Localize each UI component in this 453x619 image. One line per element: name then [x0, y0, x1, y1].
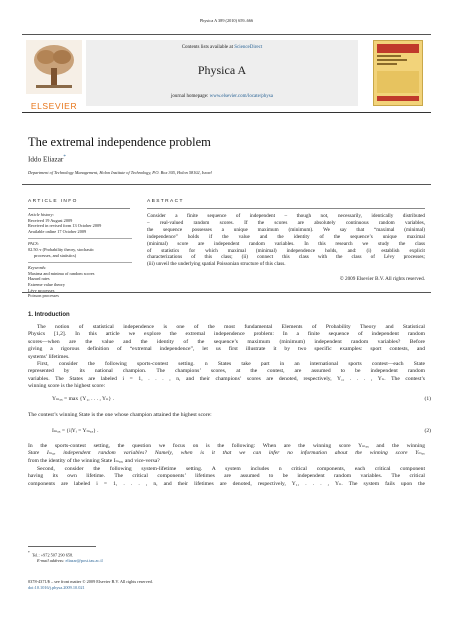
text-line: having its own lifetime. The critical components’ lifetimes are assumed to be independent random variables. The critical: [28, 473, 425, 480]
author-footnote-mark[interactable]: *: [63, 155, 66, 160]
keyword: Extreme value theory: [28, 281, 65, 287]
keyword: Lévy processes: [28, 287, 55, 293]
text-line: In the sports-contest setting, the question we focus on is the following: When are the winning score Yₘₐₓ and the winning: [28, 443, 425, 449]
footnote-tel: Tel.: +972 507 290 658.: [31, 552, 74, 558]
journal-cover-thumbnail: [373, 40, 423, 106]
running-header: Physica A 389 (2010) 659–666: [199, 18, 254, 23]
article-info-rule: [28, 208, 130, 209]
intro-paragraph-5: [28, 466, 425, 488]
section-heading: 1. Introduction: [28, 312, 70, 318]
abstract-line: (minimal) score are independent random variables. In this research we study the class: [147, 240, 425, 247]
footnote-rule: [28, 546, 96, 547]
equation-2: Iₘₐₓ = {i|Yᵢ = Yₘₐₓ} .: [52, 428, 99, 434]
author-line: [28, 155, 66, 163]
keyword: Maxima and minima of random scores: [28, 270, 95, 276]
banner-bottom-rule: [22, 112, 431, 113]
text-line: giving a rigorous definition of “extremal independence”, let us first illustrate it by two specific examples: sport contests, and: [28, 346, 425, 353]
equation-1-number: (1): [424, 396, 431, 402]
text-line: Second, consider the following system-lifetime setting. A system includes n critical components, each critical component: [37, 466, 425, 472]
abstract-line: the sequence possesses a unique maximum (minimum). We say that “maximal (minimal): [147, 226, 425, 233]
text-line: represented by its national champion. The champions’ scores, at the contest, are assumed to be independent random: [28, 368, 425, 375]
abstract-body: [147, 213, 425, 268]
footnote-mark: *: [28, 551, 30, 555]
pacs-line: processes, and statistics): [34, 252, 77, 258]
journal-title: Physica A: [197, 63, 247, 78]
text-line: winning score is the highest score:: [28, 383, 106, 390]
history-line: Available online 17 October 2009: [28, 228, 87, 234]
history-line: Received 19 August 2009: [28, 217, 73, 223]
intro-paragraph-4: [28, 443, 425, 465]
top-rule: [22, 34, 431, 35]
equation-2-number: (2): [424, 428, 431, 434]
pacs-line: 02.50.-r (Probability theory, stochastic: [28, 246, 95, 252]
article-info-box: [28, 212, 132, 299]
abstract-line: Consider a finite sequence of independent – though not, necessarily, identically distributed: [147, 213, 425, 219]
keywords-label: Keywords:: [28, 265, 47, 271]
author-name: Iddo Eliazar: [28, 155, 64, 164]
text-line: components are labeled i = 1, . . . , n, and their lifetimes are denoted, respectively, Y₁, . . . , Yₙ. The system fails upon the: [28, 480, 425, 487]
text-line: scores—when are the value and the identity of the sequence’s maximum (minimum) independent random variables? Before: [28, 338, 425, 345]
text-line: The notion of statistical independence is one of the most fundamental Elements of Probability Theory and Statistical: [37, 324, 425, 330]
abstract-line: of statistics for which maximal (minimal) independence holds, and: (i) establish explicit: [147, 247, 425, 254]
elsevier-logo: [26, 40, 82, 111]
abstract-copyright: © 2009 Elsevier B.V. All rights reserved.: [339, 276, 425, 282]
footer: [28, 579, 153, 590]
abstract-bottom-rule: [22, 292, 431, 293]
abstract-rule: [147, 208, 425, 209]
article-info-heading: ARTICLE INFO: [28, 199, 78, 204]
intro-paragraph-3: The contest’s winning State is the one whose champion attained the highest score:: [28, 412, 212, 418]
keyword: Poisson processes: [28, 293, 59, 299]
journal-cover-icon: [374, 41, 422, 105]
text-line: State Iₘₐₓ independent random variables? Namely, when is it that we can infer no information about the winning score Yₘₐₓ: [28, 450, 425, 457]
journal-homepage-link[interactable]: www.elsevier.com/locate/physa: [209, 94, 273, 100]
text-line: variables. The States are labeled i = 1, . . . , n, and their champions’ scores are denoted, respectively, Y₁, . . . , Yₙ. The contest’s: [28, 375, 425, 382]
abstract-line: independence” holds if the value and the identity of the sequence’s unique maximal: [147, 233, 425, 240]
footnote: * Tel.: +972 507 290 658. E-mail address: eliazar@post.tau.ac.il: [28, 551, 103, 564]
text-line: from the identity of the winning State Iₘₐₓ, and vice-versa?: [28, 457, 160, 464]
history-label: Article history:: [28, 212, 55, 217]
equation-1: Yₘₐₓ = max {Y₁, . . . , Yₙ} .: [52, 396, 114, 402]
pacs-label: PACS:: [28, 241, 40, 247]
author-email-link[interactable]: eliazar@post.tau.ac.il: [65, 558, 103, 564]
banner-box: [86, 40, 358, 106]
elsevier-tree-icon: [26, 40, 82, 94]
text-line: Physics [1,2]. In this article we explore the extremal independence problem: In a finite sequence of independent random: [28, 331, 425, 338]
intro-paragraph-1: [28, 324, 425, 361]
abstract-line: (iii) unveil the underlying spatial Poissonian structure of this class.: [147, 261, 286, 268]
issn-line: 0378-4371/$ – see front matter © 2009 Elsevier B.V. All rights reserved.: [28, 579, 153, 584]
text-line: systems’ lifetimes.: [28, 353, 70, 360]
sciencedirect-link[interactable]: ScienceDirect: [234, 45, 263, 50]
history-line: Received in revised form 13 October 2009: [28, 223, 102, 229]
doi-link[interactable]: doi:10.1016/j.physa.2009.10.021: [28, 584, 85, 590]
abstract-line: – real-valued random scores. If the scores are absolutely continuous random variables,: [147, 219, 425, 226]
homepage-line: journal homepage: www.elsevier.com/locate/physa: [171, 94, 273, 100]
text-line: First, consider the following sports-contest setting. n States take part in an international sports contest—each State: [37, 361, 425, 367]
abstract-line: characterizations of this class; (ii) connect this class with the class of Lévy processes;: [147, 254, 425, 261]
title-rule: [22, 184, 431, 185]
affiliation: Department of Technology Management, Holon Institute of Technology, P.O. Box 305, Holon 58102, Israel: [28, 170, 212, 175]
abstract-heading: ABSTRACT: [147, 199, 184, 204]
keyword: Hazard rates: [28, 276, 50, 282]
article-title: The extremal independence problem: [28, 135, 211, 149]
intro-paragraph-2: [28, 361, 425, 391]
contents-line: Contents lists available at ScienceDirect: [181, 45, 263, 50]
elsevier-logo-text: ELSEVIER: [30, 101, 78, 111]
